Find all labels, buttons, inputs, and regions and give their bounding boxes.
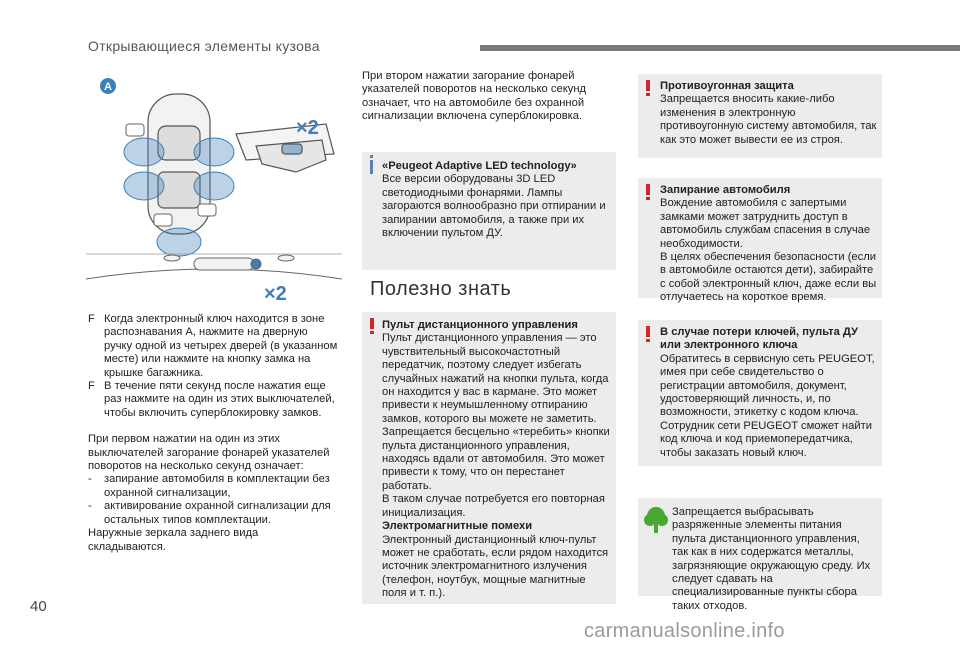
warning-icon bbox=[370, 318, 374, 334]
car-keyless-illustration bbox=[86, 64, 342, 306]
warning-icon bbox=[646, 184, 650, 200]
box-title: Запирание автомобиля bbox=[660, 184, 791, 196]
eco-box-batteries bbox=[638, 498, 882, 612]
dash-item bbox=[88, 473, 338, 500]
warning-box-remote bbox=[362, 312, 616, 604]
dash-symbol: - bbox=[88, 500, 92, 513]
page-number: 40 bbox=[30, 598, 47, 615]
paragraph: При первом нажатии на один из этих выключателей загорание фонарей указателей поворотов на несколько секунд означает: bbox=[88, 433, 330, 473]
dash-symbol: - bbox=[88, 473, 92, 486]
eco-tree-icon bbox=[644, 506, 668, 534]
bullet-symbol: F bbox=[88, 380, 95, 393]
bullet-text: В течение пяти секунд после нажатия еще раз нажмите на один из этих выключателей, чтобы включить суперблокировку замков. bbox=[104, 380, 335, 419]
bullet-item bbox=[88, 313, 338, 380]
box-text: Все версии оборудованы 3D LED светодиодными фонарями. Лампы загораются волнообразно при отпирании и запирании автомобиля, а также при их включении пультом ДУ. bbox=[382, 173, 606, 240]
warning-box-antitheft bbox=[638, 74, 882, 158]
info-icon bbox=[370, 160, 373, 174]
box-text: В таком случае потребуется его повторная инициализация. bbox=[382, 493, 605, 519]
x2-label-top: ×2 bbox=[296, 117, 319, 139]
page-header-title: Открывающиеся элементы кузова bbox=[88, 38, 320, 54]
bullet-item bbox=[88, 380, 338, 420]
column-2-intro bbox=[362, 70, 616, 124]
dash-item bbox=[88, 500, 338, 527]
warning-icon bbox=[646, 326, 650, 342]
x2-label-bottom: ×2 bbox=[264, 283, 287, 305]
box-text: Вождение автомобиля с запертыми замками может затруднить доступ в автомобиль службам спасения в случае необходимости. bbox=[660, 197, 871, 250]
box-text: Пульт дистанционного управления — это чувствительный высокочастотный передатчик, поэтому следует избегать случайных нажатий на кнопки пульта, когда он находится у вас в кармане. Это может привести к неумышленному отпиранию замков, которого вы можете не заметить. bbox=[382, 332, 609, 425]
box-title: Противоугонная защита bbox=[660, 80, 794, 92]
warning-box-lost-keys bbox=[638, 320, 882, 466]
box-text: Запрещается бесцельно «теребить» кнопки пульта дистанционного управления, находясь вдали от автомобиля. Это может привести к тому, что он перестанет работать. bbox=[382, 426, 610, 492]
dash-text: активирование охранной сигнализации для остальных типов комплектации. bbox=[104, 500, 331, 526]
column-1 bbox=[88, 313, 338, 554]
label-a: A bbox=[104, 81, 112, 93]
box-text: Запрещается выбрасывать разряженные элементы питания пульта дистанционного управления, так как в них содержатся металлы, загрязняющие окружающую среду. Их следует сдавать на специализированные пункты сбора таких отходов. bbox=[672, 506, 871, 612]
box-text: Обратитесь в сервисную сеть PEUGEOT, имея при себе свидетельство о регистрации автомобиля, документ, удостоверяющий личность, и, по возможности, этикетку с кодом ключа. bbox=[660, 352, 875, 419]
watermark: carmanualsonline.info bbox=[584, 620, 785, 642]
warning-box-locking bbox=[638, 178, 882, 304]
info-box-led bbox=[362, 152, 616, 270]
box-title: «Peugeot Adaptive LED technology» bbox=[382, 160, 577, 172]
dash-text: запирание автомобиля в комплектации без охранной сигнализации, bbox=[104, 473, 330, 499]
warning-icon bbox=[646, 80, 650, 96]
header-bar bbox=[480, 45, 960, 51]
bullet-text: Когда электронный ключ находится в зоне распознавания A, нажмите на дверную ручку одной из четырех дверей (в указанном месте) или нажмите на кнопку замка на крышке багажника. bbox=[104, 313, 338, 379]
paragraph: Наружные зеркала заднего вида складываются. bbox=[88, 527, 259, 553]
box-text: Сотрудник сети PEUGEOT сможет найти код ключа и код приемопередатчика, чтобы заказать новый ключ. bbox=[660, 419, 872, 459]
box-subtitle: Электромагнитные помехи bbox=[382, 520, 533, 533]
door-handle-hand bbox=[236, 124, 334, 172]
box-text: Запрещается вносить какие-либо изменения в электронную противоугонную систему автомобиля, так как это может вывести ее из строя. bbox=[660, 93, 877, 146]
section-title: Полезно знать bbox=[370, 278, 512, 300]
bullet-symbol: F bbox=[88, 313, 95, 325]
paragraph: При втором нажатии загорание фонарей указателей поворотов на несколько секунд означает, что на автомобиле без охранной сигнализации включена суперблокировка. bbox=[362, 70, 587, 123]
box-title: В случае потери ключей, пульта ДУ или электронного ключа bbox=[660, 326, 858, 352]
box-text: Электронный дистанционный ключ-пульт может не сработать, если рядом находится источник электромагнитного излучения (телефон, ноутбук, мощные магнитные поля и т. п.). bbox=[382, 533, 609, 600]
box-text: В целях обеспечения безопасности (если в автомобиле остаются дети), забирайте с собой электронный ключ, даже если вы отлучаетесь на короткое время. bbox=[660, 251, 877, 304]
trunk-button-view bbox=[86, 255, 342, 279]
box-title: Пульт дистанционного управления bbox=[382, 319, 578, 331]
